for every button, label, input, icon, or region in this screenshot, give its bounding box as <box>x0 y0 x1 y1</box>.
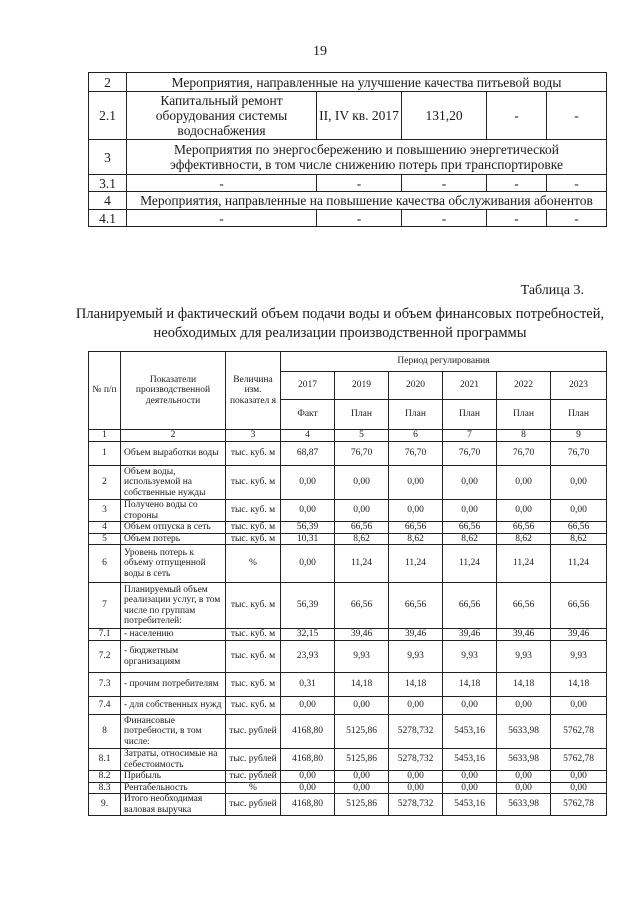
value-cell: 5762,78 <box>551 749 607 771</box>
table-row <box>89 749 607 771</box>
value-cell: 0,00 <box>551 500 607 522</box>
header-kind: Факт <box>281 400 335 430</box>
row-number: 8 <box>89 715 121 749</box>
value-cell: 32,15 <box>281 629 335 641</box>
row-number: 2 <box>89 73 127 92</box>
value-cell: 0,00 <box>335 782 389 794</box>
value-cell: 0,00 <box>335 466 389 500</box>
value-cell: 5125,86 <box>335 794 389 816</box>
value-cell: 0,00 <box>551 697 607 715</box>
unit-cell: тыс. рублей <box>226 771 281 783</box>
measure-cell: - <box>127 175 317 192</box>
measure-name: Капитальный ремонт оборудования системы водоснабжения <box>127 92 317 140</box>
header-kind: План <box>335 400 389 430</box>
unit-cell: тыс. куб. м <box>226 629 281 641</box>
row-number: 3 <box>89 140 127 175</box>
row-number: 4 <box>89 522 121 534</box>
value-cell: 5125,86 <box>335 715 389 749</box>
header-kind: План <box>443 400 497 430</box>
value-cell: 4168,80 <box>281 749 335 771</box>
unit-cell: тыс. рублей <box>226 794 281 816</box>
value-cell: 5762,78 <box>551 794 607 816</box>
value-cell: 0,00 <box>551 466 607 500</box>
measure-cell: - <box>487 92 547 140</box>
measure-cell: - <box>487 210 547 227</box>
measure-cell: - <box>402 175 487 192</box>
row-number: 3 <box>89 500 121 522</box>
measure-cell: - <box>547 175 607 192</box>
value-cell: 39,46 <box>335 629 389 641</box>
indicator-name: Планируемый объем реализации услуг, в том числе по группам потребителей: <box>121 583 226 629</box>
indicator-name: Затраты, относимые на себестоимость <box>121 749 226 771</box>
value-cell: 8,62 <box>335 533 389 545</box>
column-number: 3 <box>226 430 281 442</box>
table-row <box>89 500 607 522</box>
table-row <box>89 782 607 794</box>
unit-cell: тыс. куб. м <box>226 583 281 629</box>
value-cell: 76,70 <box>335 442 389 466</box>
indicator-name: - прочим потребителям <box>121 673 226 697</box>
value-cell: 5125,86 <box>335 749 389 771</box>
row-number: 2.1 <box>89 92 127 140</box>
measure-cell: - <box>402 210 487 227</box>
column-number: 8 <box>497 430 551 442</box>
unit-cell: тыс. куб. м <box>226 522 281 534</box>
row-number: 6 <box>89 545 121 583</box>
measure-cell: - <box>547 210 607 227</box>
value-cell: 8,62 <box>551 533 607 545</box>
table-row <box>89 583 607 629</box>
value-cell: 4168,80 <box>281 794 335 816</box>
value-cell: 0,00 <box>443 782 497 794</box>
table-row <box>89 697 607 715</box>
value-cell: 0,00 <box>497 697 551 715</box>
value-cell: 23,93 <box>281 641 335 673</box>
value-cell: 10,31 <box>281 533 335 545</box>
value-cell: 8,62 <box>389 533 443 545</box>
value-cell: 66,56 <box>497 522 551 534</box>
header-year: 2022 <box>497 372 551 400</box>
value-cell: 66,56 <box>443 522 497 534</box>
value-cell: 0,00 <box>281 771 335 783</box>
unit-cell: тыс. куб. м <box>226 673 281 697</box>
value-cell: 5762,78 <box>551 715 607 749</box>
value-cell: 0,00 <box>497 500 551 522</box>
column-number: 1 <box>89 430 121 442</box>
indicator-name: Рентабельность <box>121 782 226 794</box>
value-cell: 8,62 <box>497 533 551 545</box>
column-number: 5 <box>335 430 389 442</box>
table-row <box>89 140 607 175</box>
value-cell: 0,00 <box>389 697 443 715</box>
table-row <box>89 715 607 749</box>
unit-cell: тыс. куб. м <box>226 466 281 500</box>
indicator-name: Получено воды со стороны <box>121 500 226 522</box>
table-row <box>89 192 607 210</box>
page-number: 19 <box>313 44 327 59</box>
indicator-name: - для собственных нужд <box>121 697 226 715</box>
value-cell: 5633,98 <box>497 715 551 749</box>
value-cell: 39,46 <box>497 629 551 641</box>
column-number-row <box>89 430 607 442</box>
header-kind: План <box>551 400 607 430</box>
unit-cell: тыс. рублей <box>226 715 281 749</box>
unit-cell: тыс. куб. м <box>226 697 281 715</box>
table-row <box>89 175 607 192</box>
value-cell: 0,00 <box>443 466 497 500</box>
section-heading: Мероприятия, направленные на повышение качества обслуживания абонентов <box>127 192 607 210</box>
production-table-body <box>89 442 607 816</box>
measure-cell: - <box>547 92 607 140</box>
value-cell: 9,93 <box>443 641 497 673</box>
table-caption: Таблица 3. <box>520 283 584 298</box>
table-row <box>89 771 607 783</box>
value-cell: 11,24 <box>335 545 389 583</box>
table-row <box>89 545 607 583</box>
table-row <box>89 522 607 534</box>
value-cell: 0,00 <box>281 545 335 583</box>
value-cell: 11,24 <box>551 545 607 583</box>
value-cell: 66,56 <box>443 583 497 629</box>
measure-cell: - <box>487 175 547 192</box>
value-cell: 9,93 <box>335 641 389 673</box>
value-cell: 0,00 <box>443 697 497 715</box>
value-cell: 5633,98 <box>497 749 551 771</box>
row-number: 7.2 <box>89 641 121 673</box>
value-cell: 56,39 <box>281 522 335 534</box>
measure-cell: - <box>317 175 402 192</box>
row-number: 4 <box>89 192 127 210</box>
value-cell: 0,00 <box>389 771 443 783</box>
header-unit: Величина изм. показател я <box>226 352 281 430</box>
indicator-name: Объем потерь <box>121 533 226 545</box>
measure-cell: - <box>317 210 402 227</box>
value-cell: 0,00 <box>443 500 497 522</box>
value-cell: 0,00 <box>497 771 551 783</box>
row-number: 7.3 <box>89 673 121 697</box>
value-cell: 0,00 <box>281 782 335 794</box>
column-number: 6 <box>389 430 443 442</box>
value-cell: 39,46 <box>443 629 497 641</box>
value-cell: 76,70 <box>443 442 497 466</box>
value-cell: 0,00 <box>281 500 335 522</box>
indicator-name: Прибыль <box>121 771 226 783</box>
unit-cell: тыс. куб. м <box>226 641 281 673</box>
value-cell: 0,00 <box>389 466 443 500</box>
unit-cell: тыс. куб. м <box>226 442 281 466</box>
value-cell: 11,24 <box>443 545 497 583</box>
row-number: 1 <box>89 442 121 466</box>
row-number: 8.3 <box>89 782 121 794</box>
value-cell: 66,56 <box>335 583 389 629</box>
header-year: 2019 <box>335 372 389 400</box>
row-number: 8.1 <box>89 749 121 771</box>
value-cell: 0,00 <box>497 466 551 500</box>
value-cell: 39,46 <box>551 629 607 641</box>
measure-cost: 131,20 <box>402 92 487 140</box>
row-number: 7.1 <box>89 629 121 641</box>
value-cell: 11,24 <box>389 545 443 583</box>
header-year: 2023 <box>551 372 607 400</box>
value-cell: 76,70 <box>389 442 443 466</box>
table-row <box>89 629 607 641</box>
value-cell: 0,00 <box>389 782 443 794</box>
value-cell: 5278,732 <box>389 794 443 816</box>
value-cell: 56,39 <box>281 583 335 629</box>
indicator-name: - населению <box>121 629 226 641</box>
header-period: Период регулирования <box>281 352 607 372</box>
value-cell: 0,00 <box>497 782 551 794</box>
unit-cell: % <box>226 545 281 583</box>
value-cell: 5453,16 <box>443 749 497 771</box>
value-cell: 66,56 <box>389 583 443 629</box>
value-cell: 0,00 <box>389 500 443 522</box>
table-row <box>89 92 607 140</box>
row-number: 3.1 <box>89 175 127 192</box>
column-number: 2 <box>121 430 226 442</box>
indicator-name: Объем отпуска в сеть <box>121 522 226 534</box>
table-row <box>89 466 607 500</box>
header-year: 2021 <box>443 372 497 400</box>
header-kind: План <box>497 400 551 430</box>
value-cell: 5278,732 <box>389 749 443 771</box>
value-cell: 5278,732 <box>389 715 443 749</box>
indicator-name: Объем воды, используемой на собственные нужды <box>121 466 226 500</box>
value-cell: 0,00 <box>335 771 389 783</box>
table-row <box>89 533 607 545</box>
value-cell: 14,18 <box>551 673 607 697</box>
row-number: 5 <box>89 533 121 545</box>
indicator-name: Финансовые потребности, в том числе: <box>121 715 226 749</box>
unit-cell: тыс. куб. м <box>226 533 281 545</box>
section-heading: Мероприятия, направленные на улучшение качества питьевой воды <box>127 73 607 92</box>
value-cell: 9,93 <box>497 641 551 673</box>
value-cell: 0,31 <box>281 673 335 697</box>
value-cell: 68,87 <box>281 442 335 466</box>
value-cell: 14,18 <box>389 673 443 697</box>
section-heading: Мероприятия по энергосбережению и повышению энергетической эффективности, в том числе снижению потерь при транспортировке <box>127 140 607 175</box>
value-cell: 0,00 <box>281 697 335 715</box>
measures-table <box>88 72 607 227</box>
column-number: 4 <box>281 430 335 442</box>
indicator-name: Уровень потерь к объему отпущенной воды в сеть <box>121 545 226 583</box>
value-cell: 14,18 <box>335 673 389 697</box>
table-row <box>89 794 607 816</box>
value-cell: 76,70 <box>551 442 607 466</box>
unit-cell: тыс. рублей <box>226 749 281 771</box>
row-number: 8.2 <box>89 771 121 783</box>
row-number: 4.1 <box>89 210 127 227</box>
measure-cell: - <box>127 210 317 227</box>
header-row <box>89 352 607 372</box>
row-number: 9. <box>89 794 121 816</box>
unit-cell: тыс. куб. м <box>226 500 281 522</box>
value-cell: 5633,98 <box>497 794 551 816</box>
table-row <box>89 73 607 92</box>
value-cell: 5453,16 <box>443 794 497 816</box>
value-cell: 0,00 <box>281 466 335 500</box>
value-cell: 9,93 <box>389 641 443 673</box>
value-cell: 11,24 <box>497 545 551 583</box>
indicator-name: Итого необходимая валовая выручка <box>121 794 226 816</box>
indicator-name: Объем выработки воды <box>121 442 226 466</box>
measure-period: II, IV кв. 2017 <box>317 92 402 140</box>
unit-cell: % <box>226 782 281 794</box>
value-cell: 0,00 <box>551 782 607 794</box>
value-cell: 66,56 <box>335 522 389 534</box>
row-number: 7 <box>89 583 121 629</box>
value-cell: 14,18 <box>443 673 497 697</box>
value-cell: 66,56 <box>551 583 607 629</box>
table-row <box>89 641 607 673</box>
value-cell: 4168,80 <box>281 715 335 749</box>
table-row <box>89 442 607 466</box>
column-number: 7 <box>443 430 497 442</box>
indicator-name: - бюджетным организациям <box>121 641 226 673</box>
column-number: 9 <box>551 430 607 442</box>
header-no: № п/п <box>89 352 121 430</box>
table-title: Планируемый и фактический объем подачи воды и объем финансовых потребностей, необходимых для реализации производственной программы <box>75 306 605 341</box>
value-cell: 14,18 <box>497 673 551 697</box>
table-row <box>89 210 607 227</box>
value-cell: 39,46 <box>389 629 443 641</box>
header-indicator: Показатели производственной деятельности <box>121 352 226 430</box>
row-number: 2 <box>89 466 121 500</box>
table-row <box>89 673 607 697</box>
row-number: 7.4 <box>89 697 121 715</box>
value-cell: 5453,16 <box>443 715 497 749</box>
value-cell: 66,56 <box>389 522 443 534</box>
production-table <box>88 351 607 816</box>
value-cell: 0,00 <box>335 697 389 715</box>
header-year: 2020 <box>389 372 443 400</box>
value-cell: 9,93 <box>551 641 607 673</box>
value-cell: 0,00 <box>443 771 497 783</box>
value-cell: 0,00 <box>551 771 607 783</box>
value-cell: 66,56 <box>551 522 607 534</box>
header-year: 2017 <box>281 372 335 400</box>
value-cell: 66,56 <box>497 583 551 629</box>
value-cell: 8,62 <box>443 533 497 545</box>
header-kind: План <box>389 400 443 430</box>
value-cell: 76,70 <box>497 442 551 466</box>
value-cell: 0,00 <box>335 500 389 522</box>
